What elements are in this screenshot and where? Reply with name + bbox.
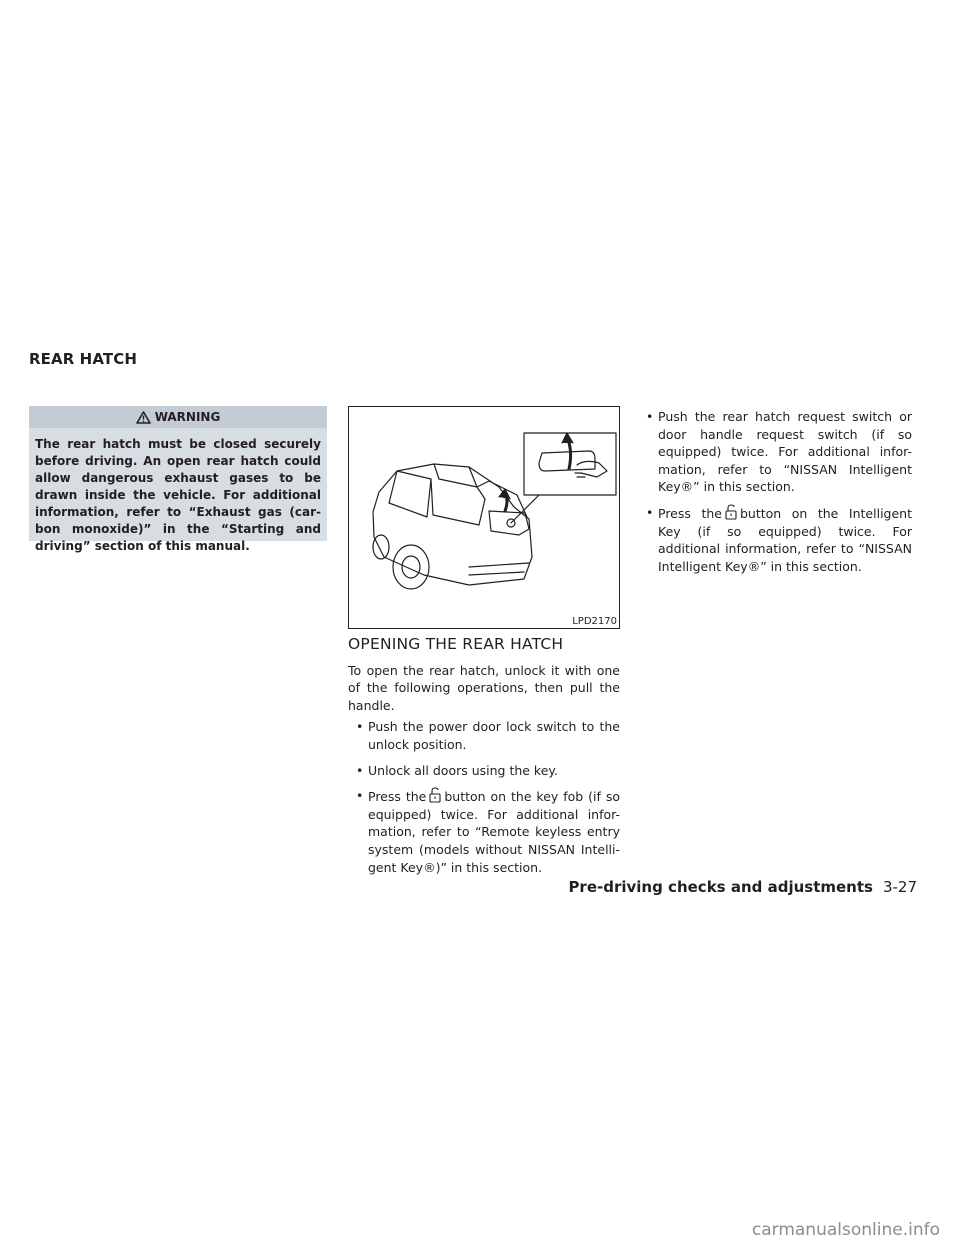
bullet-text: Push the power door lock switch to the unlock position.	[368, 719, 620, 752]
bullet-text: Push the rear hatch request switch or door handle request switch (if so equipped) twice. For additional infor-mation, refer to “NISSAN Intelligent Key®” in this section.	[658, 409, 912, 495]
page-footer	[568, 878, 917, 896]
warning-heading: WARNING	[154, 410, 221, 424]
list-item	[348, 718, 620, 753]
bullet-text: Unlock all doors using the key.	[368, 762, 559, 778]
right-column	[638, 408, 912, 583]
opening-intro: To open the rear hatch, unlock it with one of the following operations, then pull the handle.	[348, 662, 620, 713]
bullet-marker: •	[356, 719, 364, 735]
section-title: REAR HATCH	[29, 350, 137, 368]
list-item	[348, 787, 620, 876]
bullet-marker: •	[646, 504, 654, 520]
chapter-title: Pre-driving checks and adjustments	[568, 878, 873, 896]
warning-text: The rear hatch must be closed securely before driving. An open rear hatch could allow dangerous exhaust gases to be drawn inside the vehicle. For additional information, refer to “Exhaust gas (car-bon monoxide)” in the “Starting and driving” section of this manual.	[35, 437, 321, 553]
rear-hatch-illustration	[348, 406, 620, 629]
opening-heading: OPENING THE REAR HATCH	[348, 635, 564, 653]
list-item	[638, 504, 912, 575]
car-rear-hatch-drawing	[349, 407, 619, 628]
list-item	[638, 408, 912, 496]
unlock-icon	[428, 787, 442, 803]
bullet-text-post: button on the key fob (if so equipped) twice. For additional infor-mation, refer to “Remote keyless entry system (models without NISSAN Intelli-gent Key®)” in this section.	[368, 789, 620, 875]
warning-box	[29, 406, 327, 553]
warning-icon	[136, 411, 151, 424]
watermark-text: carmanualsonline.info	[751, 1220, 940, 1240]
right-bullet-list	[638, 408, 912, 575]
figure-code: LPD2170	[572, 616, 617, 627]
bullet-marker: •	[356, 788, 364, 804]
opening-section	[348, 636, 620, 884]
bullet-text-pre: Press the	[658, 505, 722, 521]
bullet-text-post: button on the Intelligent Key (if so equipped) twice. For additional information, refer to “NISSAN Intelligent Key®” in this section.	[658, 505, 912, 574]
opening-bullet-list	[348, 718, 620, 876]
unlock-icon	[724, 504, 738, 520]
bullet-marker: •	[356, 762, 364, 778]
bullet-text-pre: Press the	[368, 789, 427, 805]
page-number: 3-27	[882, 878, 917, 896]
warning-header	[29, 406, 327, 428]
list-item	[348, 762, 620, 780]
bullet-marker: •	[646, 409, 654, 424]
